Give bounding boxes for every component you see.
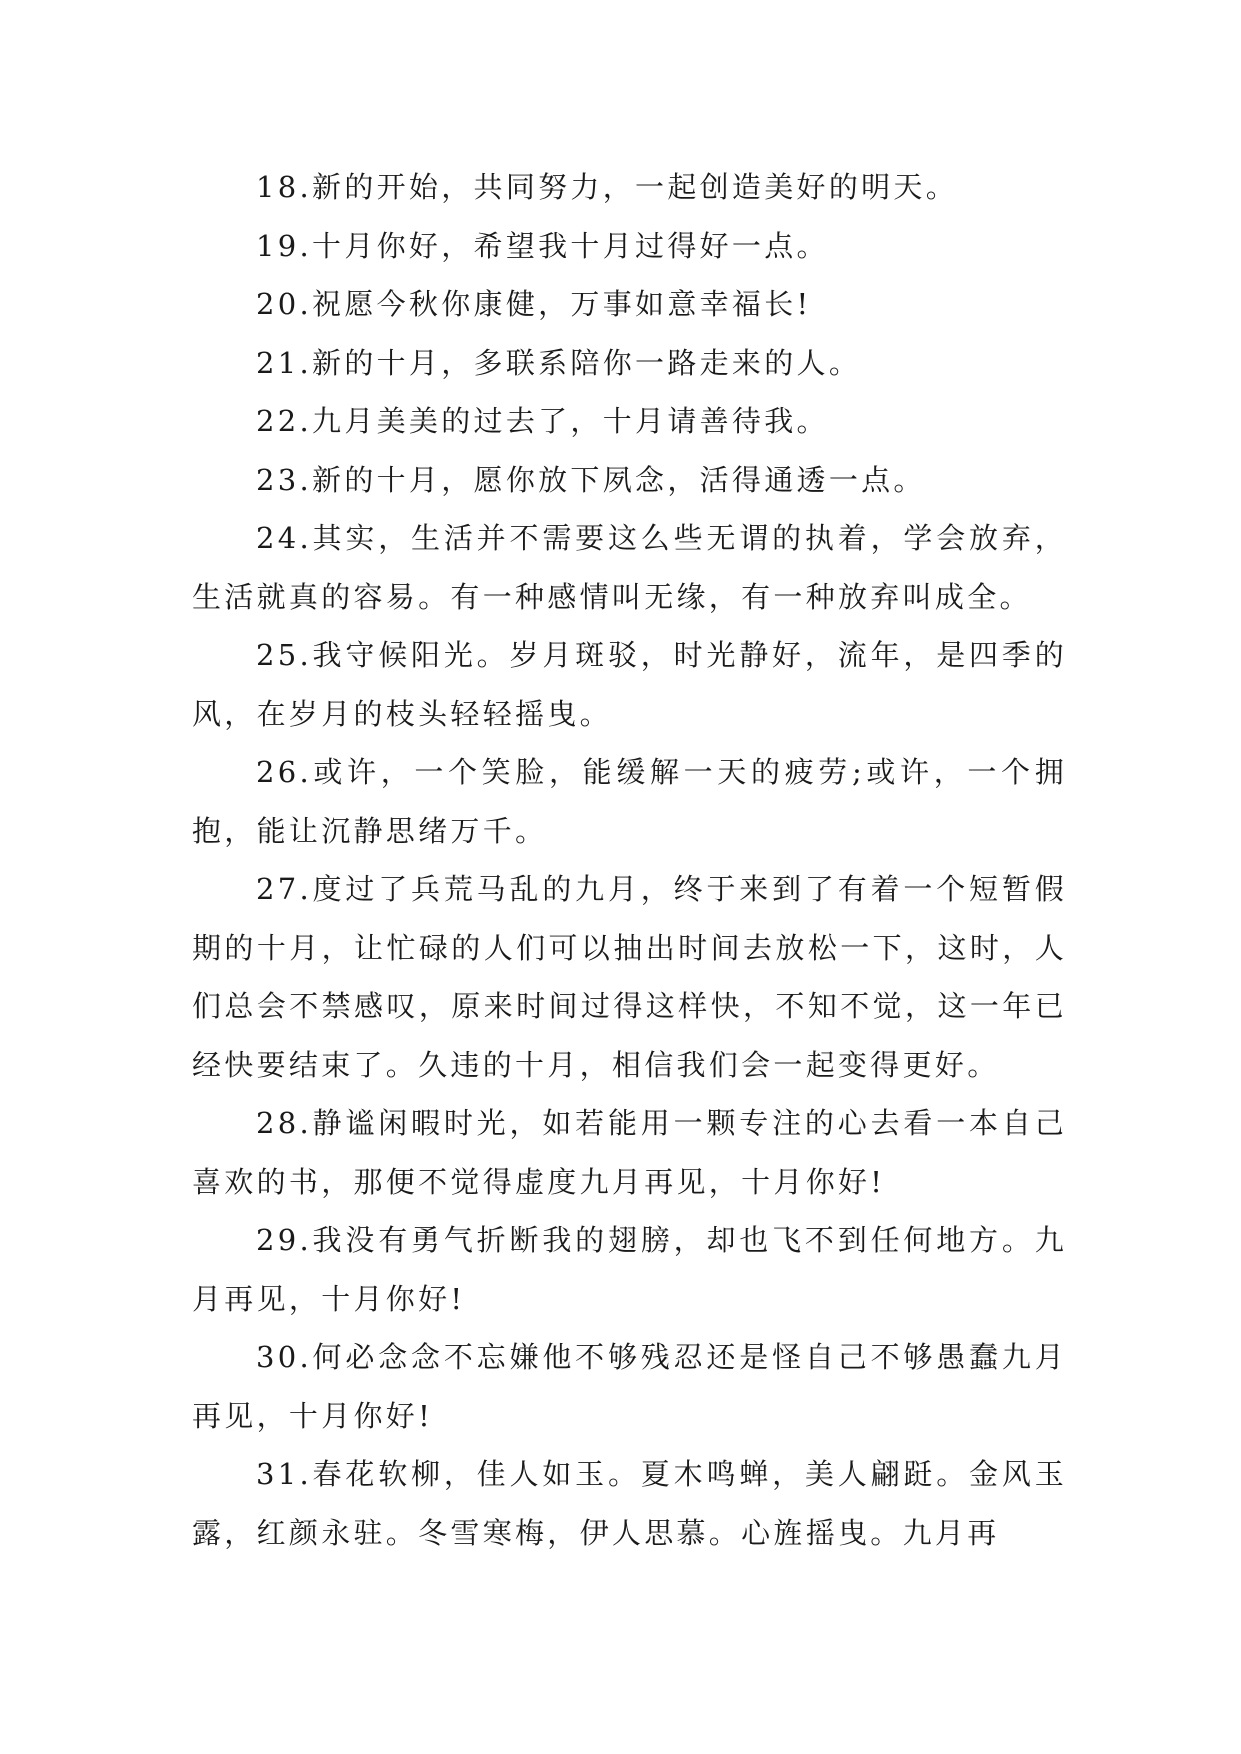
paragraph-25: 25.我守候阳光。岁月斑驳，时光静好，流年，是四季的风，在岁月的枝头轻轻摇曳。 [192, 638, 1067, 731]
paragraph-27: 27.度过了兵荒马乱的九月，终于来到了有着一个短暂假期的十月，让忙碌的人们可以抽出时间去放松一下，这时，人们总会不禁感叹，原来时间过得这样快，不知不觉，这一年已经快要结束了。久违的十月，相信我们会一起变得更好。 [192, 872, 1067, 1082]
paragraph-23: 23.新的十月，愿你放下夙念，活得通透一点。 [256, 462, 926, 497]
paragraph-28: 28.静谧闲暇时光，如若能用一颗专注的心去看一本自己喜欢的书，那便不觉得虚度九月再见，十月你好! [192, 1106, 1067, 1199]
paragraph-30: 30.何必念念不忘嫌他不够残忍还是怪自己不够愚蠢九月再见，十月你好! [192, 1340, 1067, 1433]
paragraph-21: 21.新的十月，多联系陪你一路走来的人。 [256, 345, 862, 380]
paragraph-20: 20.祝愿今秋你康健，万事如意幸福长! [256, 287, 812, 321]
paragraph-24: 24.其实，生活并不需要这么些无谓的执着，学会放弃，生活就真的容易。有一种感情叫无缘，有一种放弃叫成全。 [192, 521, 1067, 614]
paragraph-26: 26.或许，一个笑脸，能缓解一天的疲劳;或许，一个拥抱，能让沉静思绪万千。 [192, 755, 1067, 848]
paragraph-18: 18.新的开始，共同努力，一起创造美好的明天。 [256, 170, 959, 204]
paragraph-29: 29.我没有勇气折断我的翅膀，却也飞不到任何地方。九月再见，十月你好! [192, 1223, 1067, 1316]
paragraph-19: 19.十月你好，希望我十月过得好一点。 [256, 228, 829, 263]
paragraph-31: 31.春花软柳，佳人如玉。夏木鸣蝉，美人翩跹。金风玉露，红颜永驻。冬雪寒梅，伊人思慕。心旌摇曳。九月再 [192, 1457, 1067, 1550]
document-body [192, 158, 1067, 1562]
paragraph-22: 22.九月美美的过去了，十月请善待我。 [256, 404, 829, 438]
